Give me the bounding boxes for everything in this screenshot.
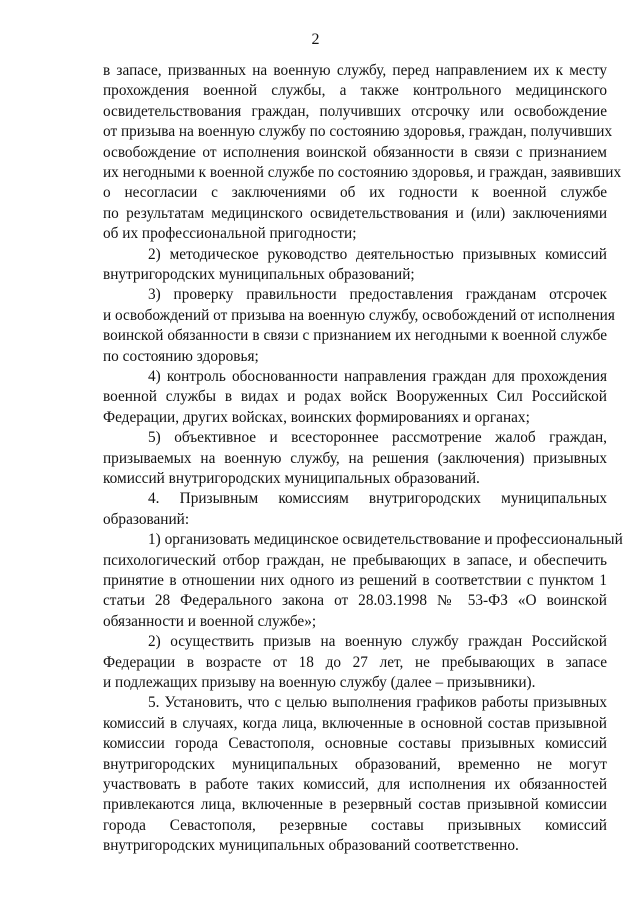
text-line: о несогласии с заключениями об их годности к военной службе [103,184,607,202]
text-line: внутригородских муниципальных образований соответственно. [103,837,519,855]
text-line: комиссии города Севастополя, основные составы призывных комиссий [103,735,607,753]
text-line: 2) методическое руководство деятельностью призывных комиссий [148,245,607,263]
text-line: прохождения военной службы, а также контрольного медицинского [103,82,607,100]
page-number: 2 [311,31,320,48]
text-line: и освобождений от призыва на военную службу, освобождений от исполнения [103,306,615,324]
text-line: призываемых на военную службу, на решения (заключения) призывных [103,449,607,467]
text-line: освобождение от исполнения воинской обязанности в связи с признанием [103,143,607,161]
text-line: военной службы в видах и родах войск Вооруженных Сил Российской [103,388,607,406]
text-line: комиссий в случаях, когда лица, включенные в основной состав призывной [103,714,607,732]
text-line: 4) контроль обоснованности направления граждан для прохождения [148,368,607,385]
text-line: города Севастополя, резервные составы призывных комиссий [103,816,607,834]
text-line: по результатам медицинского освидетельствования и (или) заключениями [103,204,607,222]
text-line: образований: [103,510,190,528]
text-line: привлекаются лица, включенные в резервный состав призывной комиссии [103,796,607,814]
text-line: и подлежащих призыву на военную службу (далее – призывники). [103,674,536,691]
text-line: по состоянию здоровья; [103,347,259,365]
text-line: комиссий внутригородских муниципальных образований. [103,470,480,487]
text-line: 5. Установить, что с целью выполнения графиков работы призывных [148,694,607,712]
text-line: принятие в отношении них одного из решений в соответствии с пунктом 1 [103,572,607,589]
text-line: Федерации, других войсках, воинских формированиях и органах; [103,408,530,426]
text-line: об их профессиональной пригодности; [103,225,357,243]
text-line: от призыва на военную службу по состоянию здоровья, граждан, получивших [103,123,613,141]
text-line: 1) организовать медицинское освидетельствование и профессиональный [148,531,623,549]
text-line: освидетельствования граждан, получивших отсрочку или освобождение [103,102,607,120]
text-line: внутригородских муниципальных образований; [103,266,415,283]
text-line: статьи 28 Федерального закона от 28.03.1998 № 53-ФЗ «О воинской [103,592,607,610]
text-line: 2) осуществить призыв на военную службу граждан Российской [148,633,607,651]
text-line: в запасе, призванных на военную службу, перед направлением их к месту [103,62,607,79]
text-line: воинской обязанности в связи с признанием их негодными к военной службе [103,327,607,345]
text-line: обязанности и военной службе»; [103,612,317,630]
text-line: внутригородских муниципальных образований, временно не могут [103,755,607,773]
text-line: 5) объективное и всестороннее рассмотрение жалоб граждан, [148,429,607,447]
text-line: 4. Призывным комиссиям внутригородских муниципальных [148,490,607,508]
text-line: участвовать в работе таких комиссий, для исполнения их обязанностей [103,776,607,793]
text-line: их негодными к военной службе по состоянию здоровья, и граждан, заявивших [103,164,622,181]
text-line: психологический отбор граждан, не пребывающих в запасе, и обеспечить [103,551,607,569]
text-line: Федерации в возрасте от 18 до 27 лет, не пребывающих в запасе [103,653,607,671]
text-line: 3) проверку правильности предоставления гражданам отсрочек [148,286,607,304]
